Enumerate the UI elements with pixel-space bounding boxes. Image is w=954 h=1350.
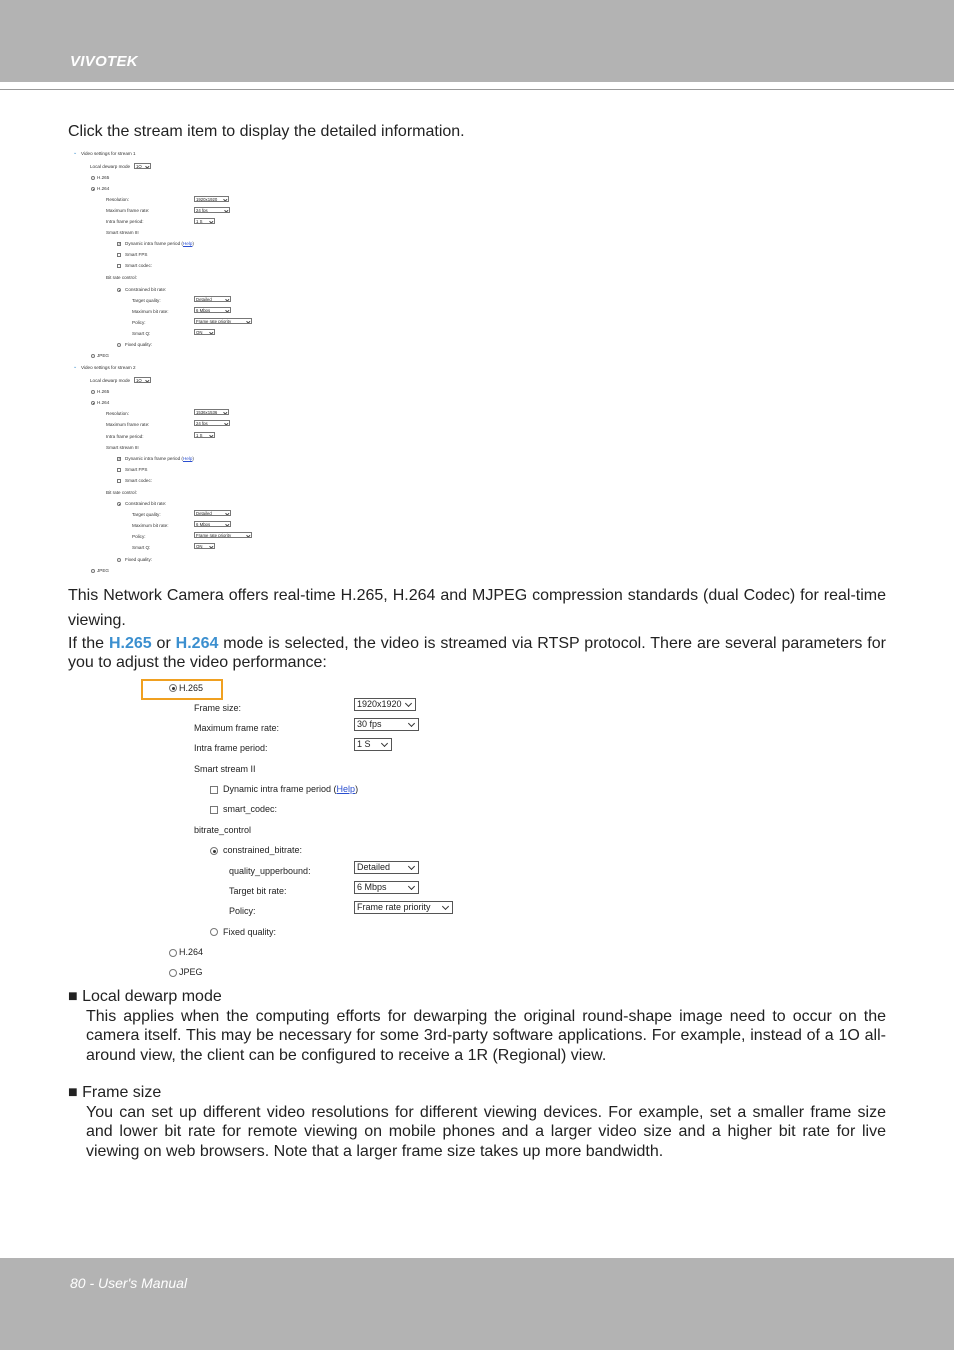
stream2-dewarp-label: Local dewarp mode	[90, 378, 131, 383]
target-bitrate-label: Target bit rate:	[229, 886, 287, 896]
page-footer	[0, 1258, 954, 1350]
bullet-body: This applies when the computing efforts for dewarping the original round-shape image need to occur on the camera itself. This may be necessary for some 3rd-party software applications. For example, instead of a 1O all-around view, the client can be configured to receive a 1R (Regional) view.	[86, 1008, 886, 1064]
bullet-title: ■ Local dewarp mode	[68, 988, 222, 1005]
stream1-title[interactable]: Video settings for stream 1	[81, 151, 136, 156]
h264-label: H.264	[179, 947, 204, 957]
stream1-smartfps-checkbox[interactable]	[117, 253, 121, 257]
intro-text: Click the stream item to display the detailed information.	[68, 123, 465, 140]
stream2-maxfps-label: Maximum frame rate:	[106, 422, 150, 427]
stream2-h265-label: H.265	[97, 389, 110, 394]
stream2-dewarp-select[interactable]: 1O	[134, 377, 151, 383]
codec-paragraph: This Network Camera offers real-time H.265, H.264 and MJPEG compression standards (dual Codec) for real-time viewing.	[68, 587, 886, 629]
stream2-resolution-select[interactable]: 1536x1536	[194, 409, 229, 415]
page-header	[0, 0, 954, 82]
stream2-smartfps-label: Smart FPS	[125, 467, 148, 472]
h265-radio[interactable]	[169, 684, 177, 692]
fixed-quality-label: Fixed quality:	[223, 927, 277, 937]
help-link[interactable]: Help	[182, 456, 193, 461]
stream2-targetq-label: Target quality:	[132, 512, 161, 517]
stream1-maxfps-select[interactable]: 24 fps	[194, 207, 230, 213]
constrained-label: constrained_bitrate:	[223, 845, 303, 855]
frame-size-label: Frame size:	[194, 703, 242, 713]
stream2-intra-label: Intra frame period:	[106, 434, 144, 439]
stream2-smartq-select[interactable]: ON	[194, 543, 215, 549]
dyn-intra-label: Dynamic intra frame period (Help)	[223, 784, 359, 794]
help-link[interactable]: Help	[336, 784, 356, 794]
stream2-jpeg-label: JPEG	[97, 568, 109, 573]
max-fps-select[interactable]: 30 fps	[354, 718, 419, 731]
jpeg-label: JPEG	[179, 967, 203, 977]
stream1-h265-label: H.265	[97, 175, 110, 180]
stream1-fixedq-radio[interactable]	[117, 343, 121, 347]
h264-highlight: H.264	[175, 635, 219, 652]
stream1-dewarp-select[interactable]: 1O	[134, 163, 151, 169]
stream1-smartcodec-checkbox[interactable]	[117, 264, 121, 268]
stream1-constrained-radio[interactable]	[117, 288, 121, 292]
chevron-down-icon[interactable]: ⌄	[73, 364, 78, 370]
stream2-smartstream-label: Smart stream III	[106, 445, 139, 450]
quality-label: quality_upperbound:	[229, 866, 311, 876]
stream1-maxbitrate-select[interactable]: 6 Mbps	[194, 307, 231, 313]
stream2-maxfps-select[interactable]: 24 fps	[194, 420, 230, 426]
stream2-resolution-label: Resolution:	[106, 411, 129, 416]
brand-logo: VIVOTEK	[70, 53, 138, 70]
stream1-policy-select[interactable]: Frame rate priority	[194, 318, 252, 324]
stream2-title[interactable]: Video settings for stream 2	[81, 365, 136, 370]
stream1-policy-label: Policy:	[132, 320, 146, 325]
stream2-dynintra-checkbox[interactable]	[117, 457, 121, 461]
target-bitrate-select[interactable]: 6 Mbps	[354, 881, 419, 894]
stream2-targetq-select[interactable]: Detailed	[194, 510, 231, 516]
stream1-targetq-select[interactable]: Detailed	[194, 296, 231, 302]
stream2-policy-select[interactable]: Frame rate priority	[194, 532, 252, 538]
stream2-maxbitrate-label: Maximum bit rate:	[132, 523, 169, 528]
stream2-constrained-label: Constrained bit rate:	[125, 501, 167, 506]
stream2-jpeg-radio[interactable]	[91, 569, 95, 573]
stream2-h264-radio[interactable]	[91, 401, 95, 405]
policy-select[interactable]: Frame rate priority	[354, 901, 453, 914]
intra-label: Intra frame period:	[194, 743, 268, 753]
stream1-constrained-label: Constrained bit rate:	[125, 287, 167, 292]
stream1-resolution-label: Resolution:	[106, 197, 129, 202]
h265-highlight: H.265	[108, 635, 152, 652]
intra-select[interactable]: 1 S	[354, 738, 392, 751]
stream2-policy-label: Policy:	[132, 534, 146, 539]
bullet-title: ■ Frame size	[68, 1084, 162, 1101]
stream2-smartcodec-label: Smart codec:	[125, 478, 153, 483]
stream1-bitrate-control-label: Bit rate control:	[106, 275, 137, 280]
stream2-bitrate-control-label: Bit rate control:	[106, 490, 137, 495]
stream2-intra-select[interactable]: 1 S	[194, 432, 215, 438]
policy-label: Policy:	[229, 906, 256, 916]
stream2-constrained-radio[interactable]	[117, 502, 121, 506]
stream1-fixedq-label: Fixed quality:	[125, 342, 153, 347]
stream1-dynintra-checkbox[interactable]	[117, 242, 121, 246]
stream2-smartq-label: Smart Q:	[132, 545, 151, 550]
frame-size-select[interactable]: 1920x1920	[354, 698, 416, 711]
stream1-smartq-select[interactable]: ON	[194, 329, 215, 335]
stream1-h265-radio[interactable]	[91, 176, 95, 180]
stream2-smartfps-checkbox[interactable]	[117, 468, 121, 472]
stream2-maxbitrate-select[interactable]: 6 Mbps	[194, 521, 231, 527]
stream2-fixedq-label: Fixed quality:	[125, 557, 153, 562]
stream1-smartfps-label: Smart FPS	[125, 252, 148, 257]
stream1-h264-label: H.264	[97, 186, 110, 191]
stream2-h264-label: H.264	[97, 400, 110, 405]
chevron-down-icon[interactable]: ⌄	[73, 150, 78, 156]
dyn-intra-checkbox[interactable]	[210, 786, 218, 794]
header-divider	[0, 89, 954, 90]
stream2-fixedq-radio[interactable]	[117, 558, 121, 562]
stream1-intra-label: Intra frame period:	[106, 219, 144, 224]
constrained-radio[interactable]	[210, 847, 218, 855]
stream1-dynintra-label: Dynamic intra frame period (Help)	[125, 241, 194, 246]
jpeg-radio[interactable]	[169, 969, 177, 977]
stream1-intra-select[interactable]: 1 S	[194, 218, 215, 224]
smart-codec-checkbox[interactable]	[210, 806, 218, 814]
h265-label: H.265	[179, 683, 204, 693]
stream1-jpeg-label: JPEG	[97, 353, 109, 358]
stream1-maxbitrate-label: Maximum bit rate:	[132, 309, 169, 314]
bitrate-control-label: bitrate_control	[194, 825, 252, 835]
bullet-body: You can set up different video resolutions for different viewing devices. For example, set a smaller frame size and lower bit rate for remote viewing on mobile phones and a larger video size and a higher bit rate for live viewing on web browsers. Note that a larger frame size takes up more bandwidth.	[86, 1104, 886, 1160]
stream1-dewarp-label: Local dewarp mode	[90, 164, 131, 169]
stream1-maxfps-label: Maximum frame rate:	[106, 208, 150, 213]
stream1-resolution-select[interactable]: 1920x1920	[194, 196, 229, 202]
h264-radio[interactable]	[169, 949, 177, 957]
stream2-smartcodec-checkbox[interactable]	[117, 479, 121, 483]
stream1-targetq-label: Target quality:	[132, 298, 161, 303]
stream1-h264-radio[interactable]	[91, 187, 95, 191]
smart-stream-label: Smart stream II	[194, 764, 256, 774]
stream1-jpeg-radio[interactable]	[91, 354, 95, 358]
max-fps-label: Maximum frame rate:	[194, 723, 280, 733]
page-number: 80 - User's Manual	[70, 1275, 188, 1291]
fixed-quality-radio[interactable]	[210, 928, 218, 936]
stream2-dynintra-label: Dynamic intra frame period (Help)	[125, 456, 194, 461]
smart-codec-label: smart_codec:	[223, 804, 278, 814]
help-link[interactable]: Help	[182, 241, 193, 246]
stream1-smartcodec-label: Smart codec:	[125, 263, 153, 268]
stream1-smartstream-label: Smart stream III	[106, 230, 139, 235]
stream2-h265-radio[interactable]	[91, 390, 95, 394]
quality-select[interactable]: Detailed	[354, 861, 419, 874]
stream1-smartq-label: Smart Q:	[132, 331, 151, 336]
rtsp-paragraph: If the H.265 or H.264 mode is selected, the video is streamed via RTSP protocol. There are several parameters for you to adjust the video performance:	[68, 635, 886, 671]
